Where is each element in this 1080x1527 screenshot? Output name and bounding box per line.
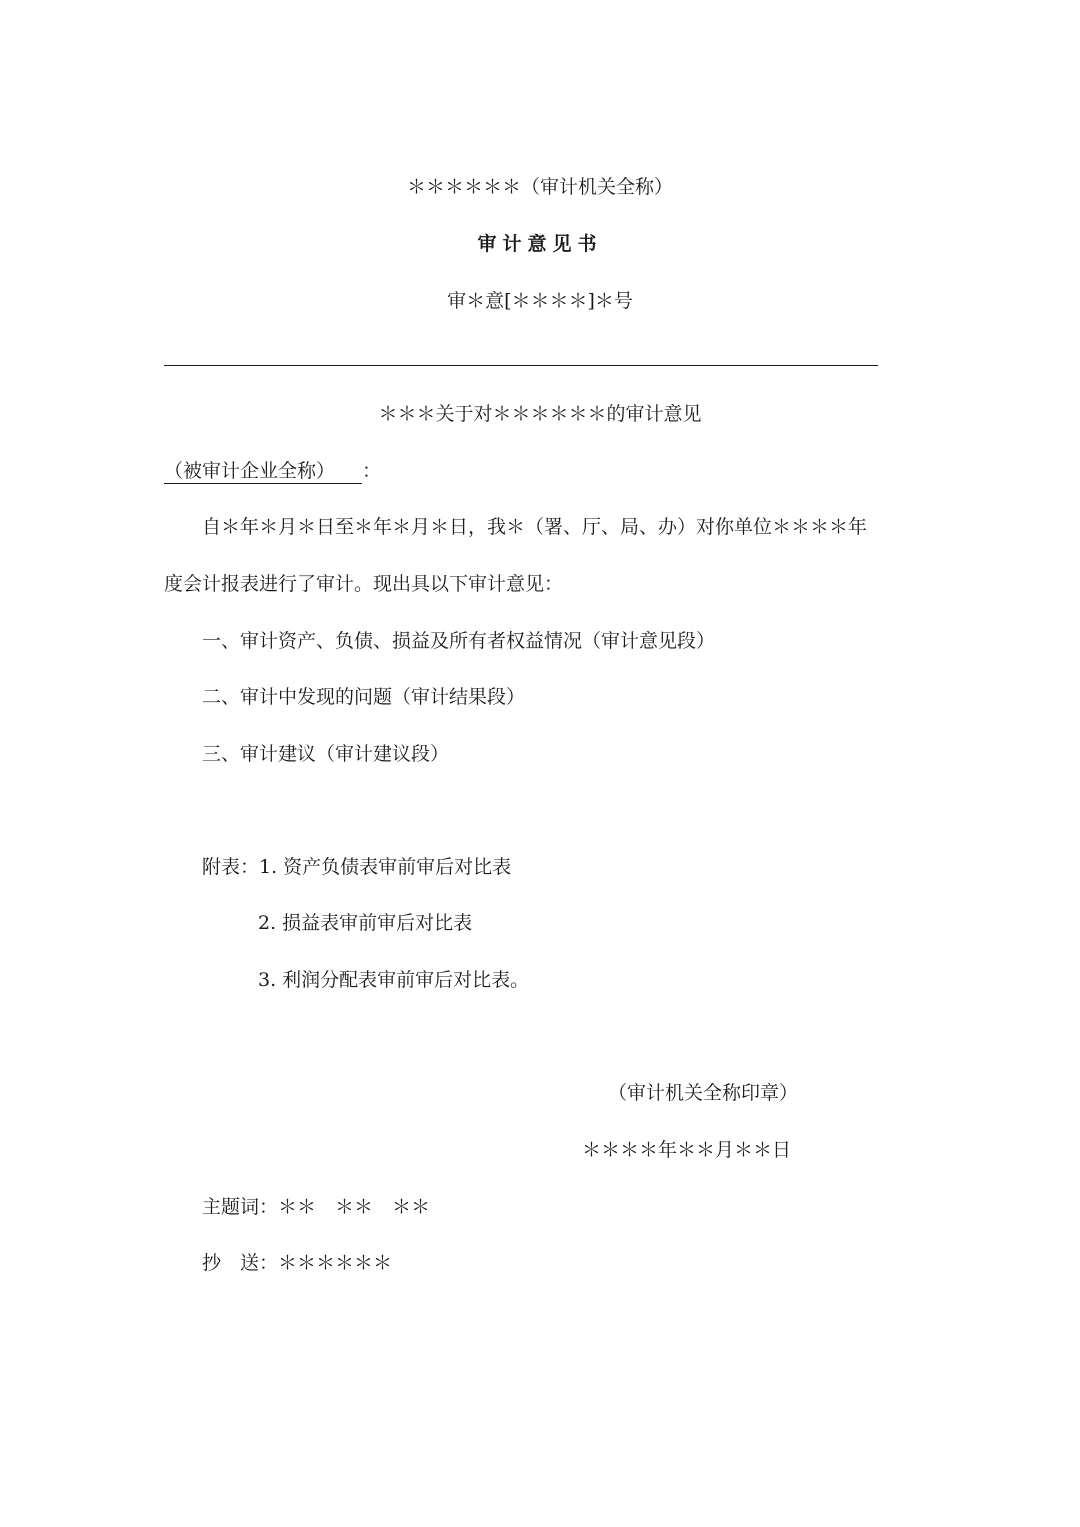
carbon-copy: 抄 送：＊＊＊＊＊＊	[202, 1252, 393, 1274]
addressee-line	[164, 459, 381, 484]
section-heading-1: 一、审计资产、负债、损益及所有者权益情况（审计意见段）	[202, 630, 716, 652]
attachment-item-1: 附表：1. 资产负债表审前审后对比表	[202, 856, 512, 878]
document-number: 审＊意[＊＊＊＊]＊号	[447, 290, 633, 312]
subject-keywords: 主题词：＊＊ ＊＊ ＊＊	[202, 1196, 431, 1218]
section-heading-2: 二、审计中发现的问题（审计结果段）	[202, 686, 526, 708]
attachment-item-3: 3. 利润分配表审前审后对比表。	[258, 969, 530, 991]
document-title: 审计意见书	[477, 233, 603, 255]
attachment-item-2: 2. 损益表审前审后对比表	[258, 912, 473, 934]
addressee-name: （被审计企业全称）	[164, 459, 362, 484]
addressee-colon: ：	[362, 460, 382, 482]
issuer-name: ＊＊＊＊＊＊（审计机关全称）	[406, 176, 673, 198]
body-paragraph-line-2: 度会计报表进行了审计。现出具以下审计意见：	[164, 573, 564, 595]
seal-placeholder: （审计机关全称印章）	[608, 1082, 799, 1104]
signature-date: ＊＊＊＊年＊＊月＊＊日	[582, 1139, 792, 1161]
body-paragraph-line-1: 自＊年＊月＊日至＊年＊月＊日，我＊（署、厅、局、办）对你单位＊＊＊＊年	[202, 516, 868, 538]
header-divider	[164, 365, 878, 366]
section-heading-3: 三、审计建议（审计建议段）	[202, 743, 450, 765]
opinion-subject: ＊＊＊关于对＊＊＊＊＊＊的审计意见	[378, 403, 702, 425]
